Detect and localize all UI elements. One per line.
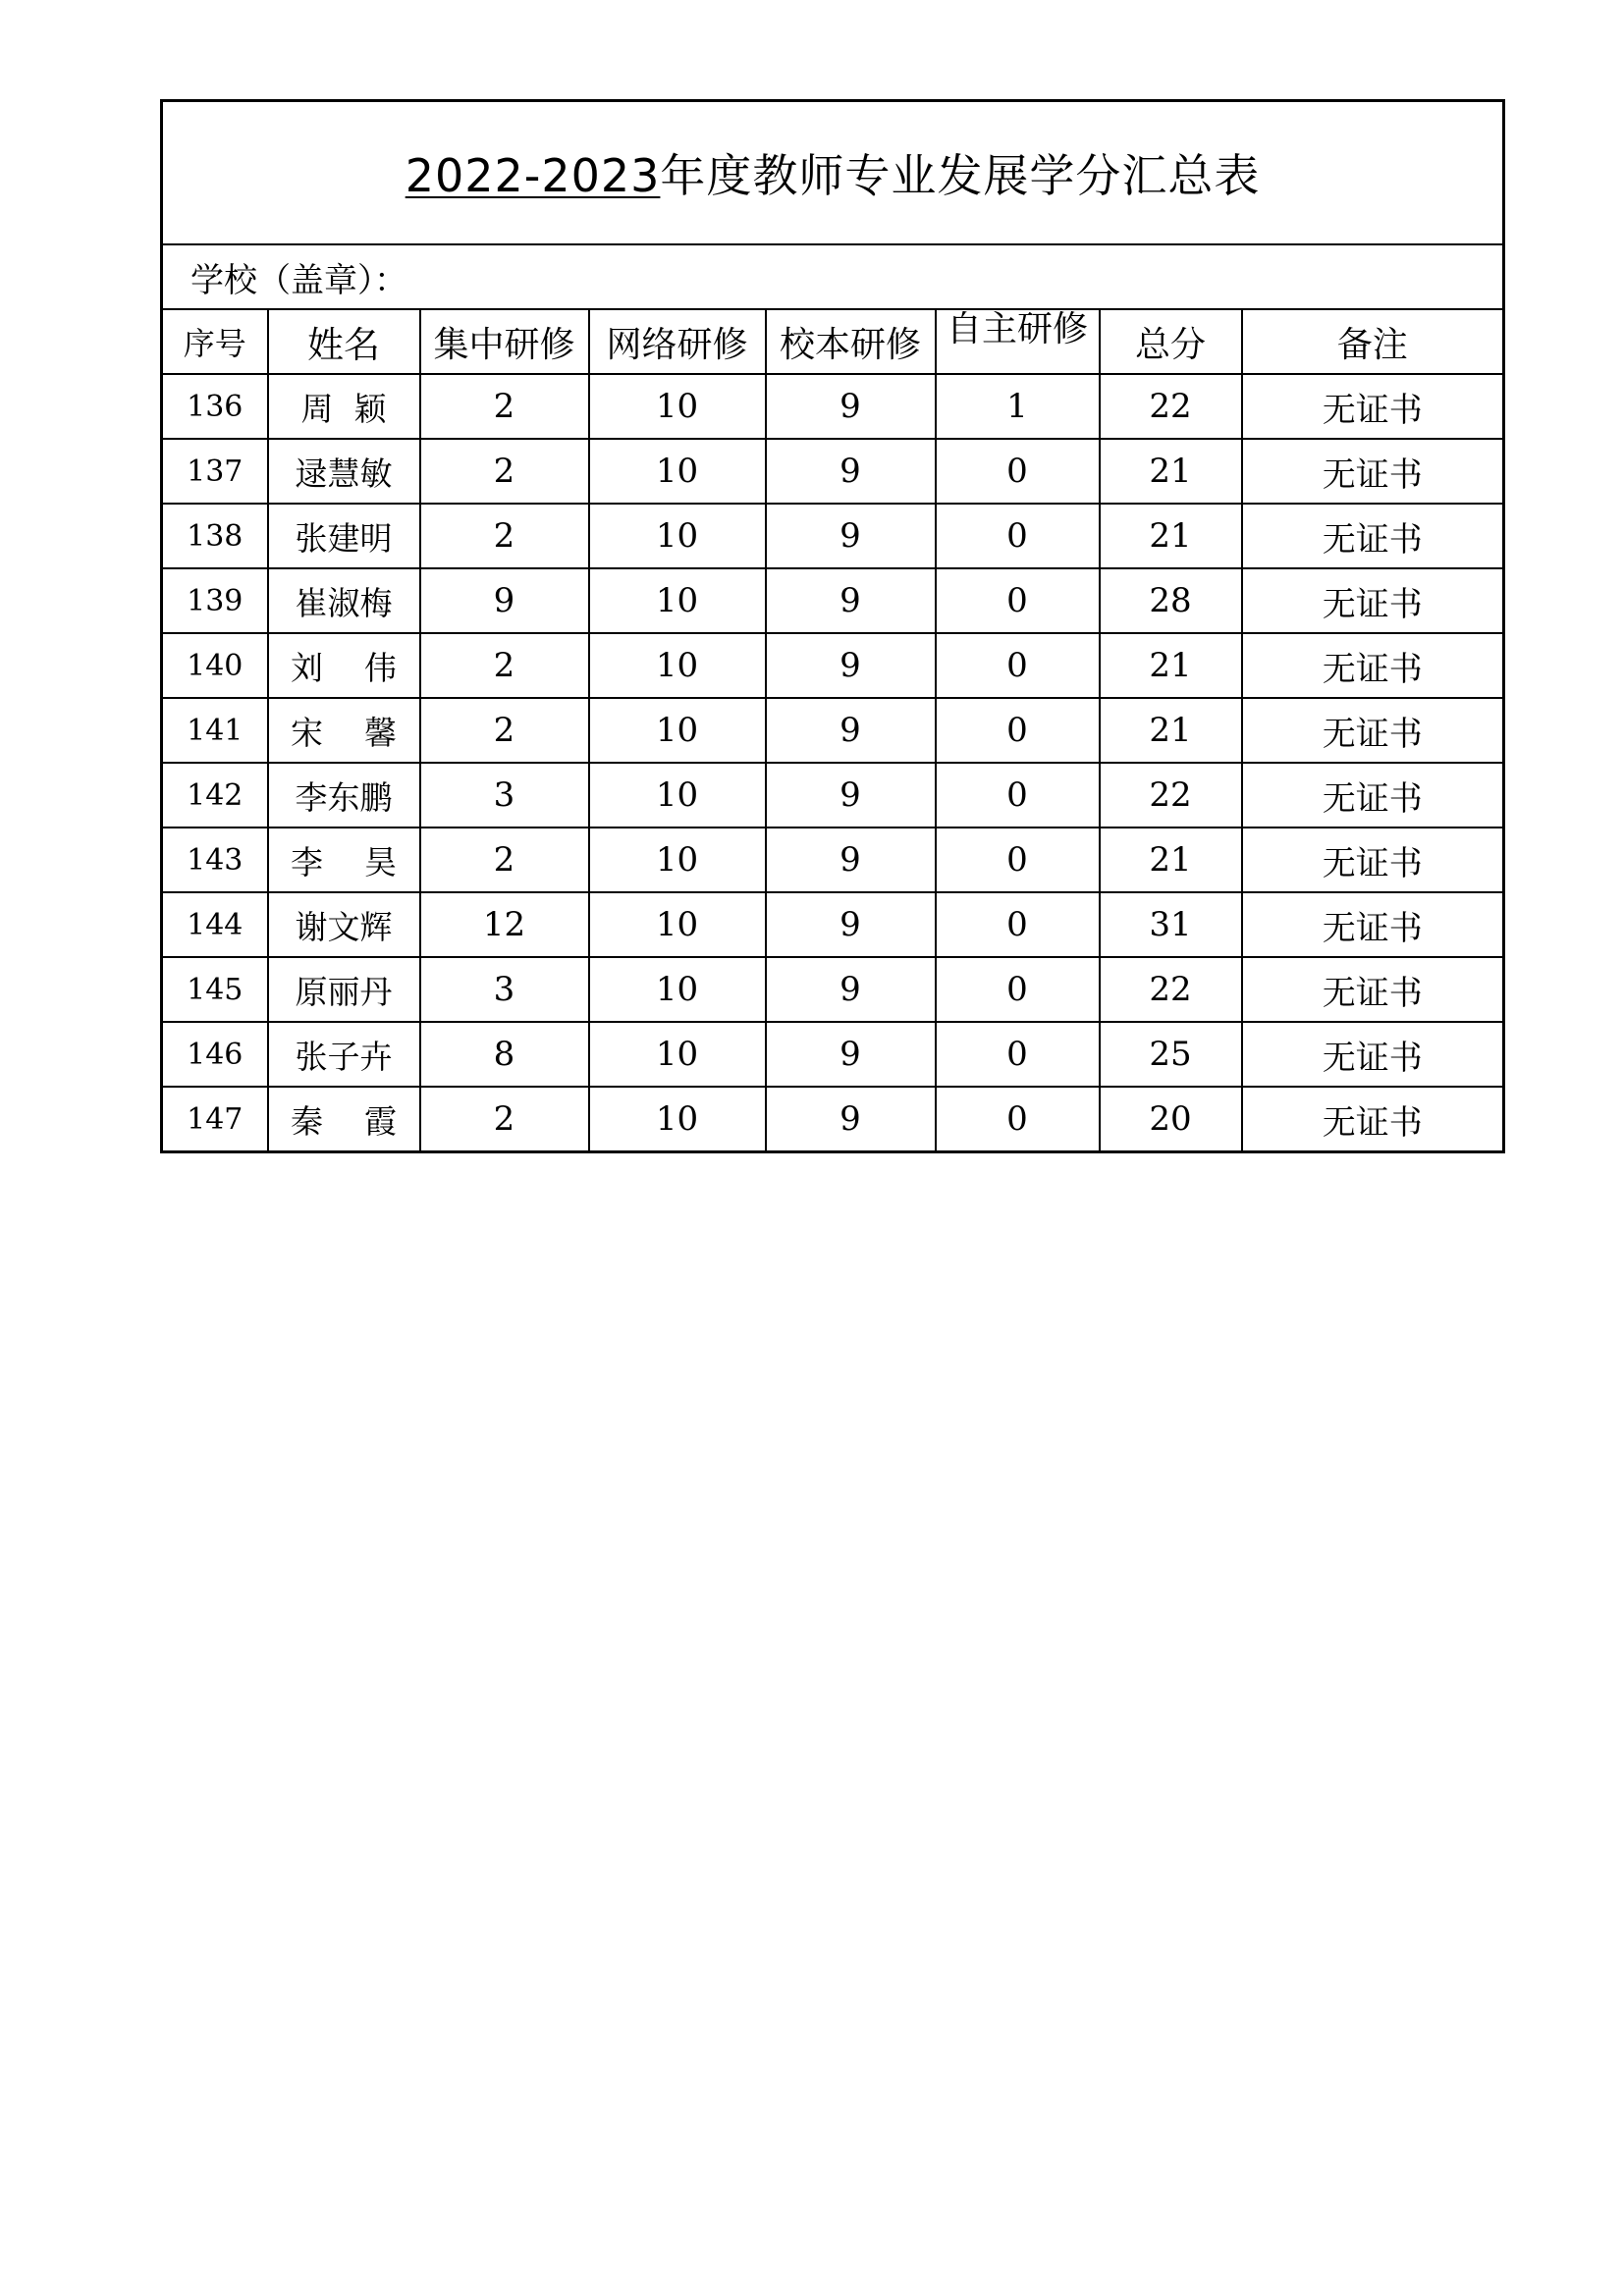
cell-centralized: 2 (420, 1087, 589, 1152)
cell-total: 20 (1100, 1087, 1242, 1152)
cell-remark: 无证书 (1242, 892, 1504, 957)
cell-self-study: 0 (936, 698, 1100, 763)
cell-online: 10 (589, 1022, 766, 1087)
cell-total: 22 (1100, 957, 1242, 1022)
cell-online: 10 (589, 439, 766, 504)
header-online: 网络研修 (589, 309, 766, 374)
cell-remark: 无证书 (1242, 828, 1504, 892)
cell-online: 10 (589, 568, 766, 633)
cell-remark: 无证书 (1242, 698, 1504, 763)
header-no: 序号 (162, 309, 268, 374)
cell-name: 原丽丹 (268, 957, 420, 1022)
cell-remark: 无证书 (1242, 633, 1504, 698)
cell-online: 10 (589, 892, 766, 957)
cell-no: 140 (162, 633, 268, 698)
cell-self-study: 0 (936, 633, 1100, 698)
table-row (162, 892, 1504, 957)
cell-name: 张子卉 (268, 1022, 420, 1087)
cell-centralized: 2 (420, 439, 589, 504)
cell-school-based: 9 (766, 763, 936, 828)
cell-online: 10 (589, 504, 766, 568)
cell-no: 146 (162, 1022, 268, 1087)
cell-remark: 无证书 (1242, 1022, 1504, 1087)
table-row (162, 1022, 1504, 1087)
cell-remark: 无证书 (1242, 763, 1504, 828)
header-centralized: 集中研修 (420, 309, 589, 374)
credit-summary-table (160, 99, 1505, 1153)
cell-total: 22 (1100, 374, 1242, 439)
cell-name: 刘 伟 (268, 633, 420, 698)
cell-school-based: 9 (766, 439, 936, 504)
cell-name: 逯慧敏 (268, 439, 420, 504)
cell-school-based: 9 (766, 504, 936, 568)
cell-no: 144 (162, 892, 268, 957)
cell-name: 李 昊 (268, 828, 420, 892)
cell-centralized: 2 (420, 633, 589, 698)
table-row (162, 957, 1504, 1022)
cell-online: 10 (589, 957, 766, 1022)
cell-school-based: 9 (766, 633, 936, 698)
cell-self-study: 1 (936, 374, 1100, 439)
cell-no: 141 (162, 698, 268, 763)
cell-total: 22 (1100, 763, 1242, 828)
page-title (162, 101, 1504, 245)
header-school-based: 校本研修 (766, 309, 936, 374)
cell-online: 10 (589, 1087, 766, 1152)
cell-self-study: 0 (936, 1022, 1100, 1087)
cell-school-based: 9 (766, 1022, 936, 1087)
cell-remark: 无证书 (1242, 568, 1504, 633)
cell-total: 28 (1100, 568, 1242, 633)
header-name: 姓名 (268, 309, 420, 374)
table-row (162, 828, 1504, 892)
cell-centralized: 9 (420, 568, 589, 633)
cell-name: 张建明 (268, 504, 420, 568)
cell-name: 周 颖 (268, 374, 420, 439)
cell-remark: 无证书 (1242, 504, 1504, 568)
cell-school-based: 9 (766, 1087, 936, 1152)
cell-total: 25 (1100, 1022, 1242, 1087)
cell-centralized: 2 (420, 828, 589, 892)
cell-centralized: 12 (420, 892, 589, 957)
cell-centralized: 8 (420, 1022, 589, 1087)
title-text: 年度教师专业发展学分汇总表 (660, 149, 1261, 202)
cell-centralized: 3 (420, 763, 589, 828)
school-stamp-label: 学校（盖章）： (162, 244, 1504, 309)
cell-online: 10 (589, 828, 766, 892)
table-row (162, 568, 1504, 633)
cell-no: 138 (162, 504, 268, 568)
cell-school-based: 9 (766, 568, 936, 633)
cell-self-study: 0 (936, 763, 1100, 828)
cell-centralized: 3 (420, 957, 589, 1022)
table-header-row (162, 309, 1504, 374)
cell-no: 145 (162, 957, 268, 1022)
cell-remark: 无证书 (1242, 1087, 1504, 1152)
cell-self-study: 0 (936, 504, 1100, 568)
cell-centralized: 2 (420, 698, 589, 763)
cell-online: 10 (589, 698, 766, 763)
cell-remark: 无证书 (1242, 957, 1504, 1022)
cell-online: 10 (589, 633, 766, 698)
cell-no: 136 (162, 374, 268, 439)
cell-no: 137 (162, 439, 268, 504)
cell-total: 21 (1100, 828, 1242, 892)
cell-total: 21 (1100, 504, 1242, 568)
cell-school-based: 9 (766, 698, 936, 763)
title-year: 2022-2023 (405, 149, 661, 202)
cell-no: 139 (162, 568, 268, 633)
cell-name: 李东鹏 (268, 763, 420, 828)
cell-school-based: 9 (766, 374, 936, 439)
table-row (162, 1087, 1504, 1152)
cell-remark: 无证书 (1242, 374, 1504, 439)
cell-self-study: 0 (936, 1087, 1100, 1152)
cell-total: 31 (1100, 892, 1242, 957)
header-total: 总分 (1100, 309, 1242, 374)
table-row (162, 374, 1504, 439)
table-row (162, 633, 1504, 698)
cell-centralized: 2 (420, 374, 589, 439)
cell-self-study: 0 (936, 892, 1100, 957)
table-row (162, 698, 1504, 763)
cell-online: 10 (589, 763, 766, 828)
cell-no: 147 (162, 1087, 268, 1152)
cell-total: 21 (1100, 633, 1242, 698)
header-self-study (936, 309, 1100, 374)
table-row (162, 439, 1504, 504)
cell-online: 10 (589, 374, 766, 439)
cell-school-based: 9 (766, 957, 936, 1022)
cell-school-based: 9 (766, 892, 936, 957)
cell-centralized: 2 (420, 504, 589, 568)
cell-name: 宋 馨 (268, 698, 420, 763)
cell-name: 秦 霞 (268, 1087, 420, 1152)
cell-name: 谢文辉 (268, 892, 420, 957)
cell-remark: 无证书 (1242, 439, 1504, 504)
table-row (162, 504, 1504, 568)
cell-no: 143 (162, 828, 268, 892)
cell-no: 142 (162, 763, 268, 828)
cell-name: 崔淑梅 (268, 568, 420, 633)
cell-total: 21 (1100, 439, 1242, 504)
header-remark: 备注 (1242, 309, 1504, 374)
cell-total: 21 (1100, 698, 1242, 763)
cell-self-study: 0 (936, 439, 1100, 504)
cell-self-study: 0 (936, 568, 1100, 633)
table-row (162, 763, 1504, 828)
header-self-study-label: 自主研修 (946, 311, 1088, 349)
cell-self-study: 0 (936, 957, 1100, 1022)
cell-school-based: 9 (766, 828, 936, 892)
cell-self-study: 0 (936, 828, 1100, 892)
